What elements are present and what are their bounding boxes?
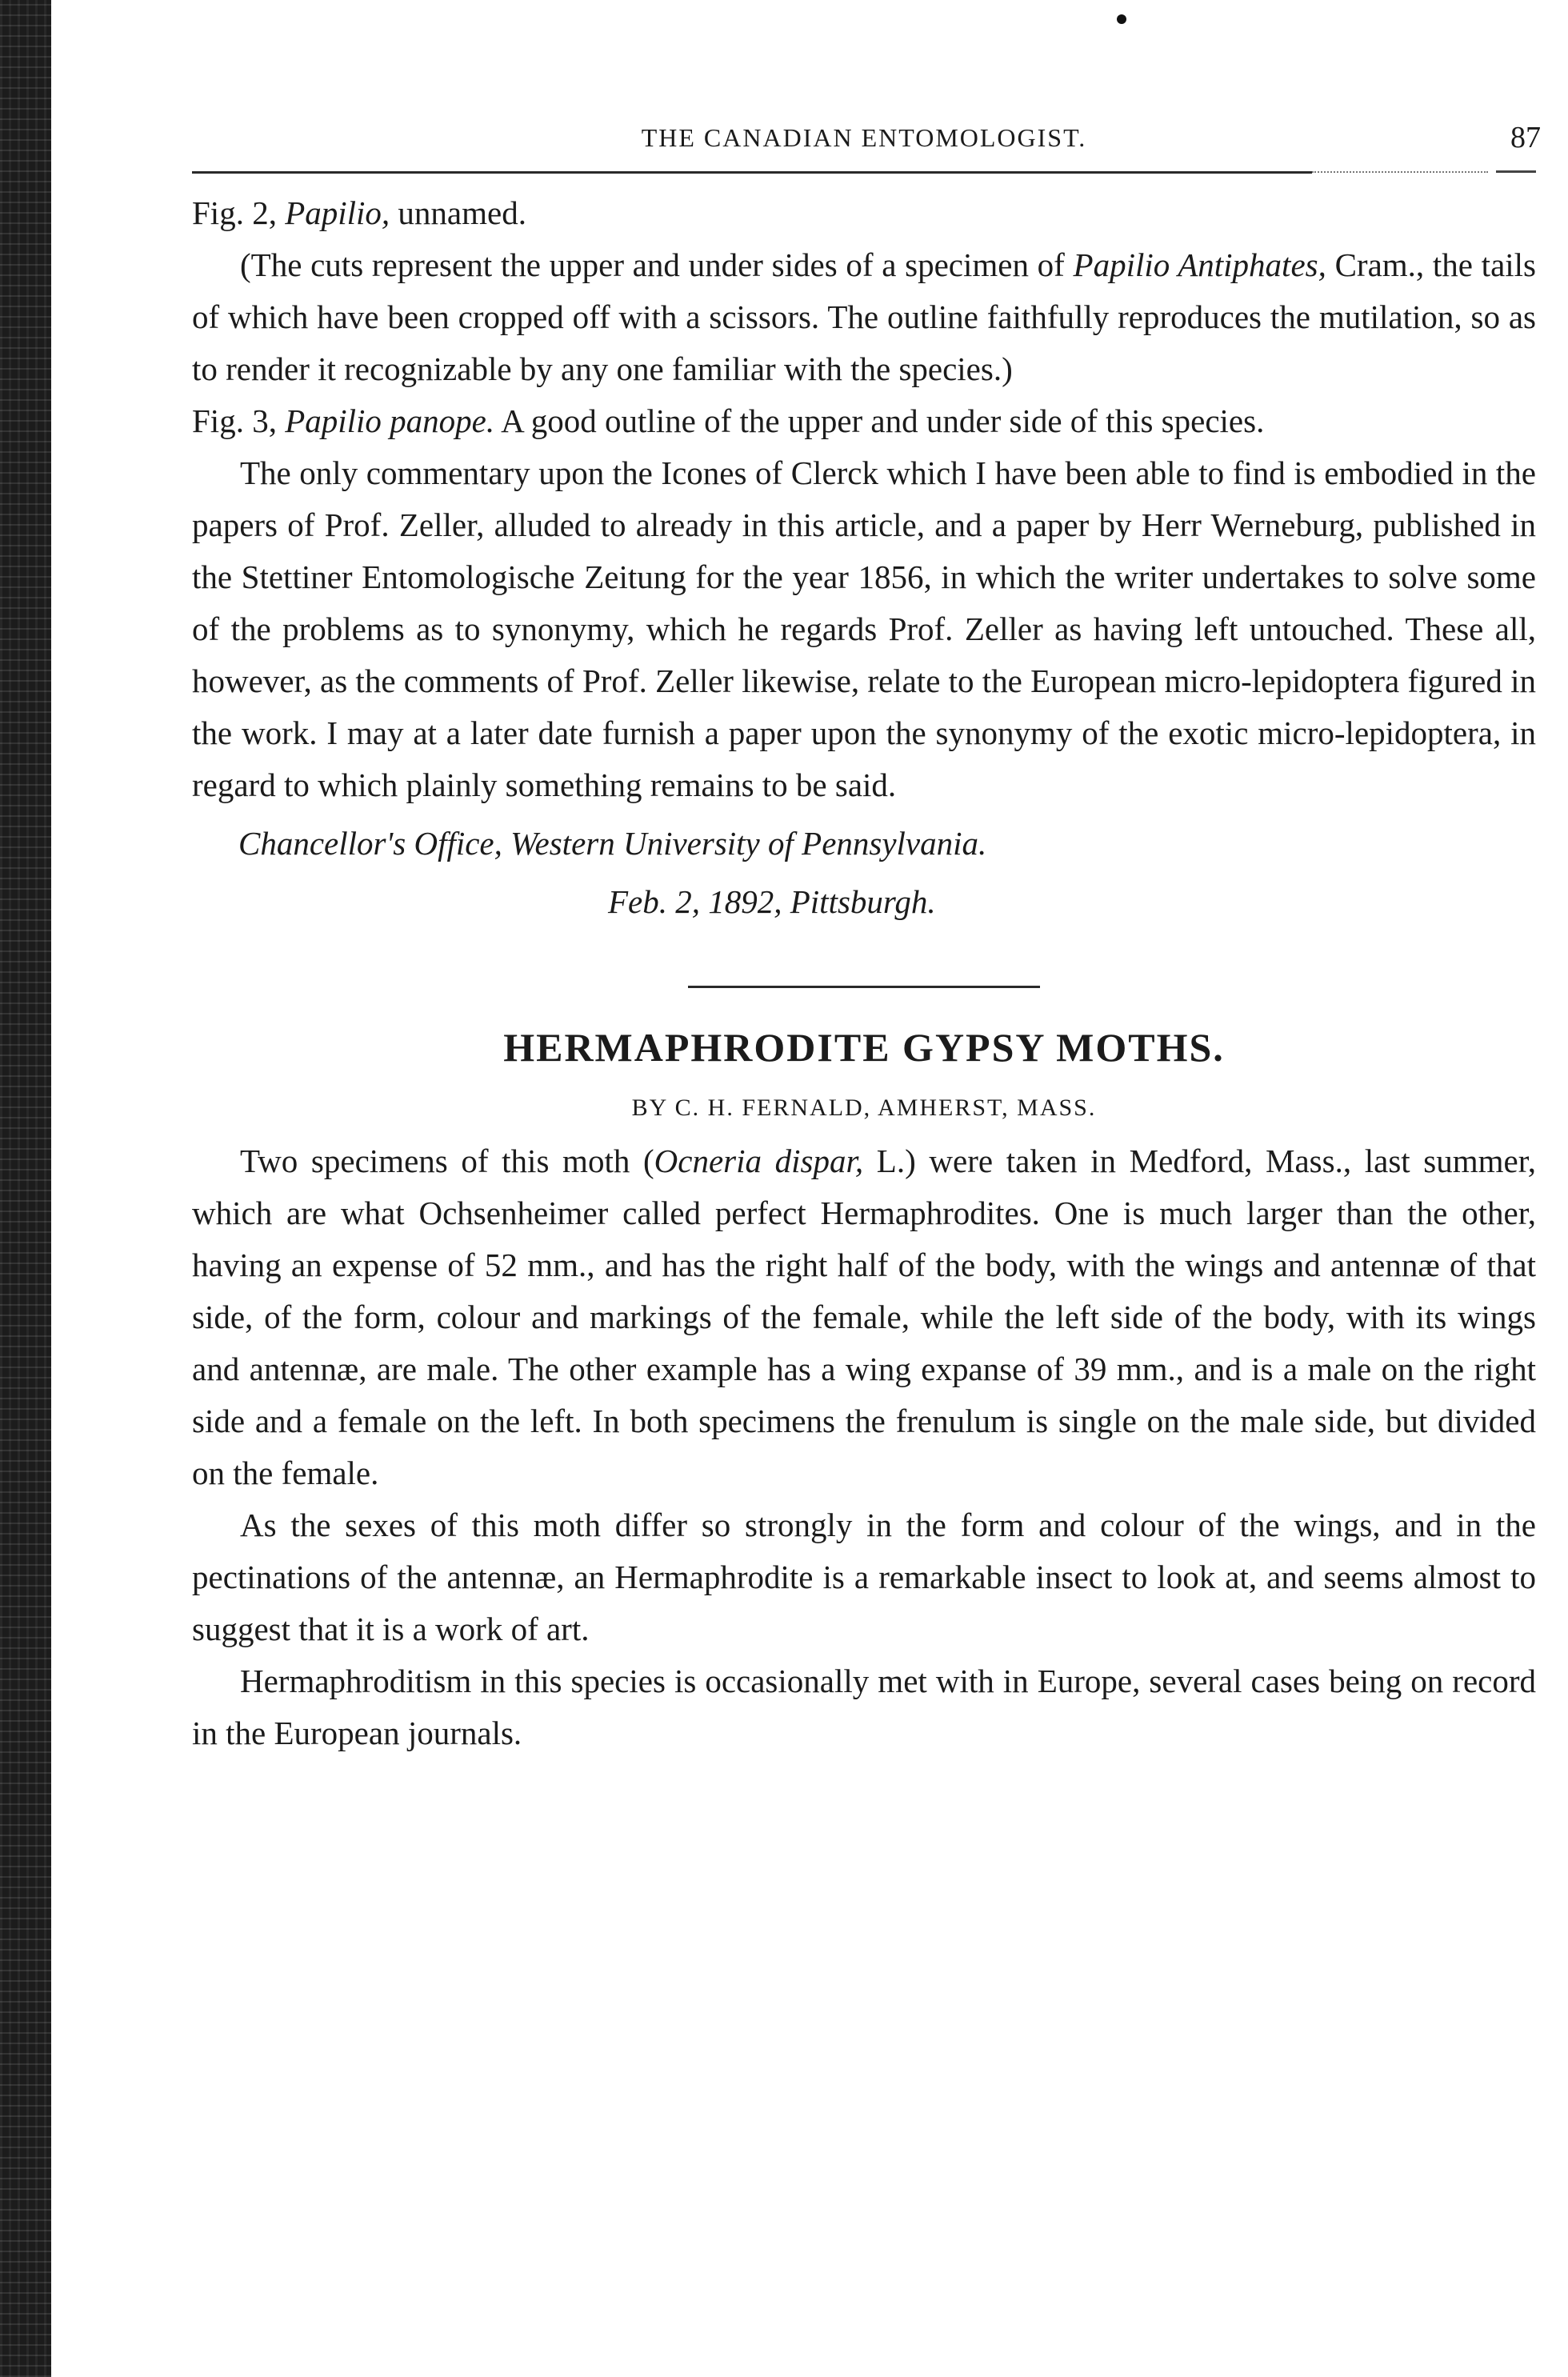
journal-title: THE CANADIAN ENTOMOLOGIST.	[641, 123, 1087, 152]
section-divider	[688, 986, 1040, 988]
p1-start: Two specimens of this moth (	[240, 1142, 654, 1179]
moth-paragraph-3: Hermaphroditism in this species is occasionally met with in Europe, several cases being on record in the European journals.	[192, 1663, 1536, 1751]
figure-3-caption	[192, 395, 1536, 447]
fig2-label: Fig. 2,	[192, 194, 277, 231]
ink-speck	[1117, 14, 1126, 24]
figure-2-caption	[192, 187, 1536, 239]
page-number: 87	[1510, 121, 1541, 154]
header-rule-faint	[1312, 171, 1488, 173]
article-byline: BY C. H. FERNALD, AMHERST, MASS.	[631, 1094, 1097, 1121]
book-binding-edge	[0, 0, 51, 2377]
header-rule-solid	[192, 171, 1312, 174]
commentary-paragraph: The only commentary upon the Icones of Clerck which I have been able to find is embodied in the papers of Prof. Zeller, alluded to already in this article, and a paper by Herr Werneburg, published in the Stettiner Entomologische Zeitung for the year 1856, in which the writer undertakes to solve some of the problems as to synonymy, which he regards Prof. Zeller as having left untouched. These all, however, as the comments of Prof. Zeller likewise, relate to the European micro-lepidoptera figured in the work. I may at a later date furnish a paper upon the synonymy of the exotic micro-lepidoptera, in regard to which plainly something remains to be said.	[192, 454, 1536, 803]
signature-line-2: Feb. 2, 1892, Pittsburgh.	[608, 883, 936, 920]
fig2-note-species: Papilio Antiphates,	[1073, 246, 1326, 283]
moth-paragraph-1	[192, 1135, 1536, 1499]
running-head	[192, 112, 1541, 163]
moth-paragraph-2: As the sexes of this moth differ so strongly in the form and colour of the wings, and in the pectinations of the antennæ, an Hermaphrodite is a remarkable insect to look at, and seems almost to suggest that it is a work of art.	[192, 1507, 1536, 1647]
signature-line-1: Chancellor's Office, Western University of Pennsylvania.	[238, 825, 987, 862]
p1-species: Ocneria dispar,	[654, 1142, 864, 1179]
page	[192, 112, 1541, 1759]
fig2-note-rest: Cram., the tails of which have been cropped off with a scissors. The outline faithfully reproduces the mutilation, so as to render it recognizable by any one familiar with the species.)	[192, 246, 1537, 387]
article-title: HERMAPHRODITE GYPSY MOTHS.	[503, 1025, 1225, 1070]
fig3-label: Fig. 3,	[192, 402, 277, 439]
fig2-note-open: (The cuts represent the upper and under sides of a specimen of	[240, 246, 1065, 283]
header-rule-end	[1496, 170, 1536, 173]
fig3-name: Papilio panope.	[285, 402, 495, 439]
fig3-note: A good outline of the upper and under side of this species.	[501, 402, 1265, 439]
figure-2-note	[192, 239, 1536, 395]
fig2-name: Papilio,	[285, 194, 390, 231]
p1-rest: L.) were taken in Medford, Mass., last summer, which are what Ochsenheimer called perfect Hermaphrodites. One is much larger than the other, having an expense of 52 mm., and has the right half of the body, with the wings and antennæ of that side, of the form, colour and markings of the female, while the left side of the body, with its wings and antennæ, are male. The other example has a wing expanse of 39 mm., and is a male on the right side and a female on the left. In both specimens the frenulum is single on the male side, but divided on the female.	[192, 1142, 1537, 1491]
fig2-note: unnamed.	[398, 194, 526, 231]
header-rule	[192, 163, 1536, 187]
